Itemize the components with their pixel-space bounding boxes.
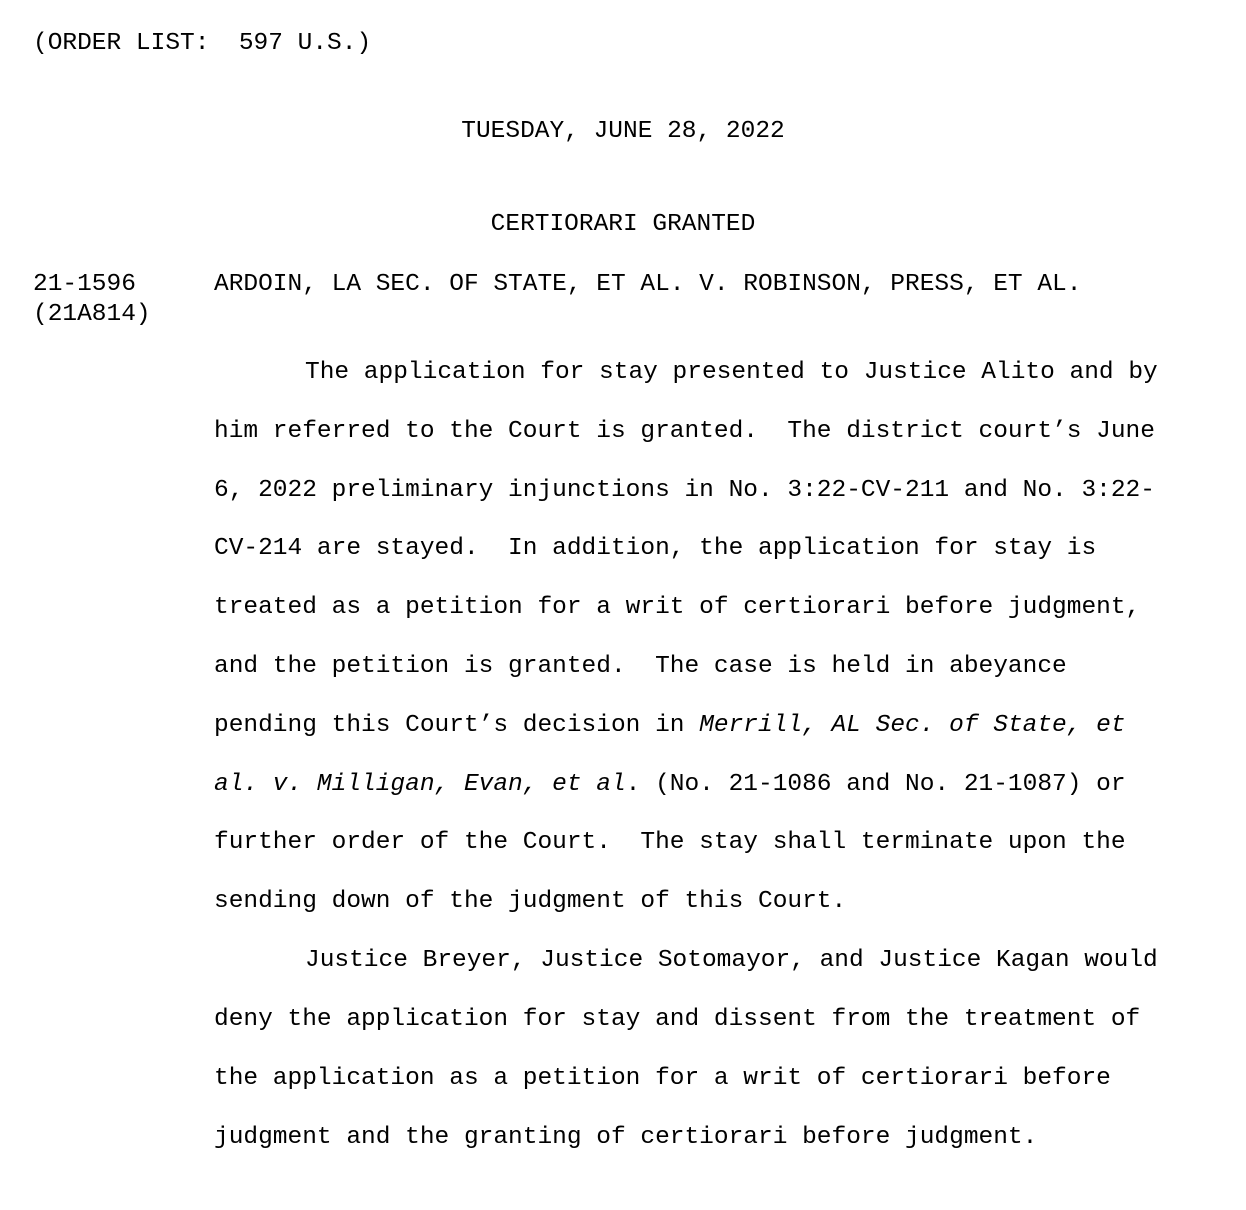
paragraph-line: CV-214 are stayed. In addition, the application for stay is (214, 535, 1097, 562)
paragraph-line (214, 770, 1126, 800)
case-caption: ARDOIN, LA SEC. OF STATE, ET AL. V. ROBINSON, PRESS, ET AL. (214, 271, 1082, 298)
paragraph-line: deny the application for stay and dissent from the treatment of (214, 1006, 1141, 1033)
paragraph-line: 6, 2022 preliminary injunctions in No. 3:22-CV-211 and No. 3:22- (214, 477, 1155, 504)
paragraph-line: sending down of the judgment of this Court. (214, 888, 847, 915)
docket-number: 21-1596 (33, 271, 136, 298)
paragraph-line: Justice Breyer, Justice Sotomayor, and Justice Kagan would (305, 947, 1158, 974)
paragraph-line: judgment and the granting of certiorari before judgment. (214, 1124, 1038, 1151)
paragraph-line: The application for stay presented to Justice Alito and by (305, 359, 1158, 386)
paragraph-line: treated as a petition for a writ of certiorari before judgment, (214, 594, 1141, 621)
paragraph-line: and the petition is granted. The case is held in abeyance (214, 653, 1067, 680)
paragraph-text: . (No. 21-1086 and No. 21-1087) or (625, 771, 1126, 798)
paragraph-line: him referred to the Court is granted. The district court’s June (214, 418, 1155, 445)
paragraph-line (214, 711, 1126, 741)
order-list-header: (ORDER LIST: 597 U.S.) (33, 30, 372, 57)
paragraph-line: further order of the Court. The stay shall terminate upon the (214, 829, 1126, 856)
section-heading: CERTIORARI GRANTED (490, 211, 756, 238)
case-citation-italic: Merrill, AL Sec. of State, et (699, 712, 1126, 739)
application-number: (21A814) (33, 301, 151, 328)
paragraph-line: the application as a petition for a writ of certiorari before (214, 1065, 1111, 1092)
date-heading: TUESDAY, JUNE 28, 2022 (461, 118, 785, 145)
paragraph-text: pending this Court’s decision in (214, 712, 700, 739)
case-citation-italic: al. v. Milligan, Evan, et al (214, 771, 626, 798)
